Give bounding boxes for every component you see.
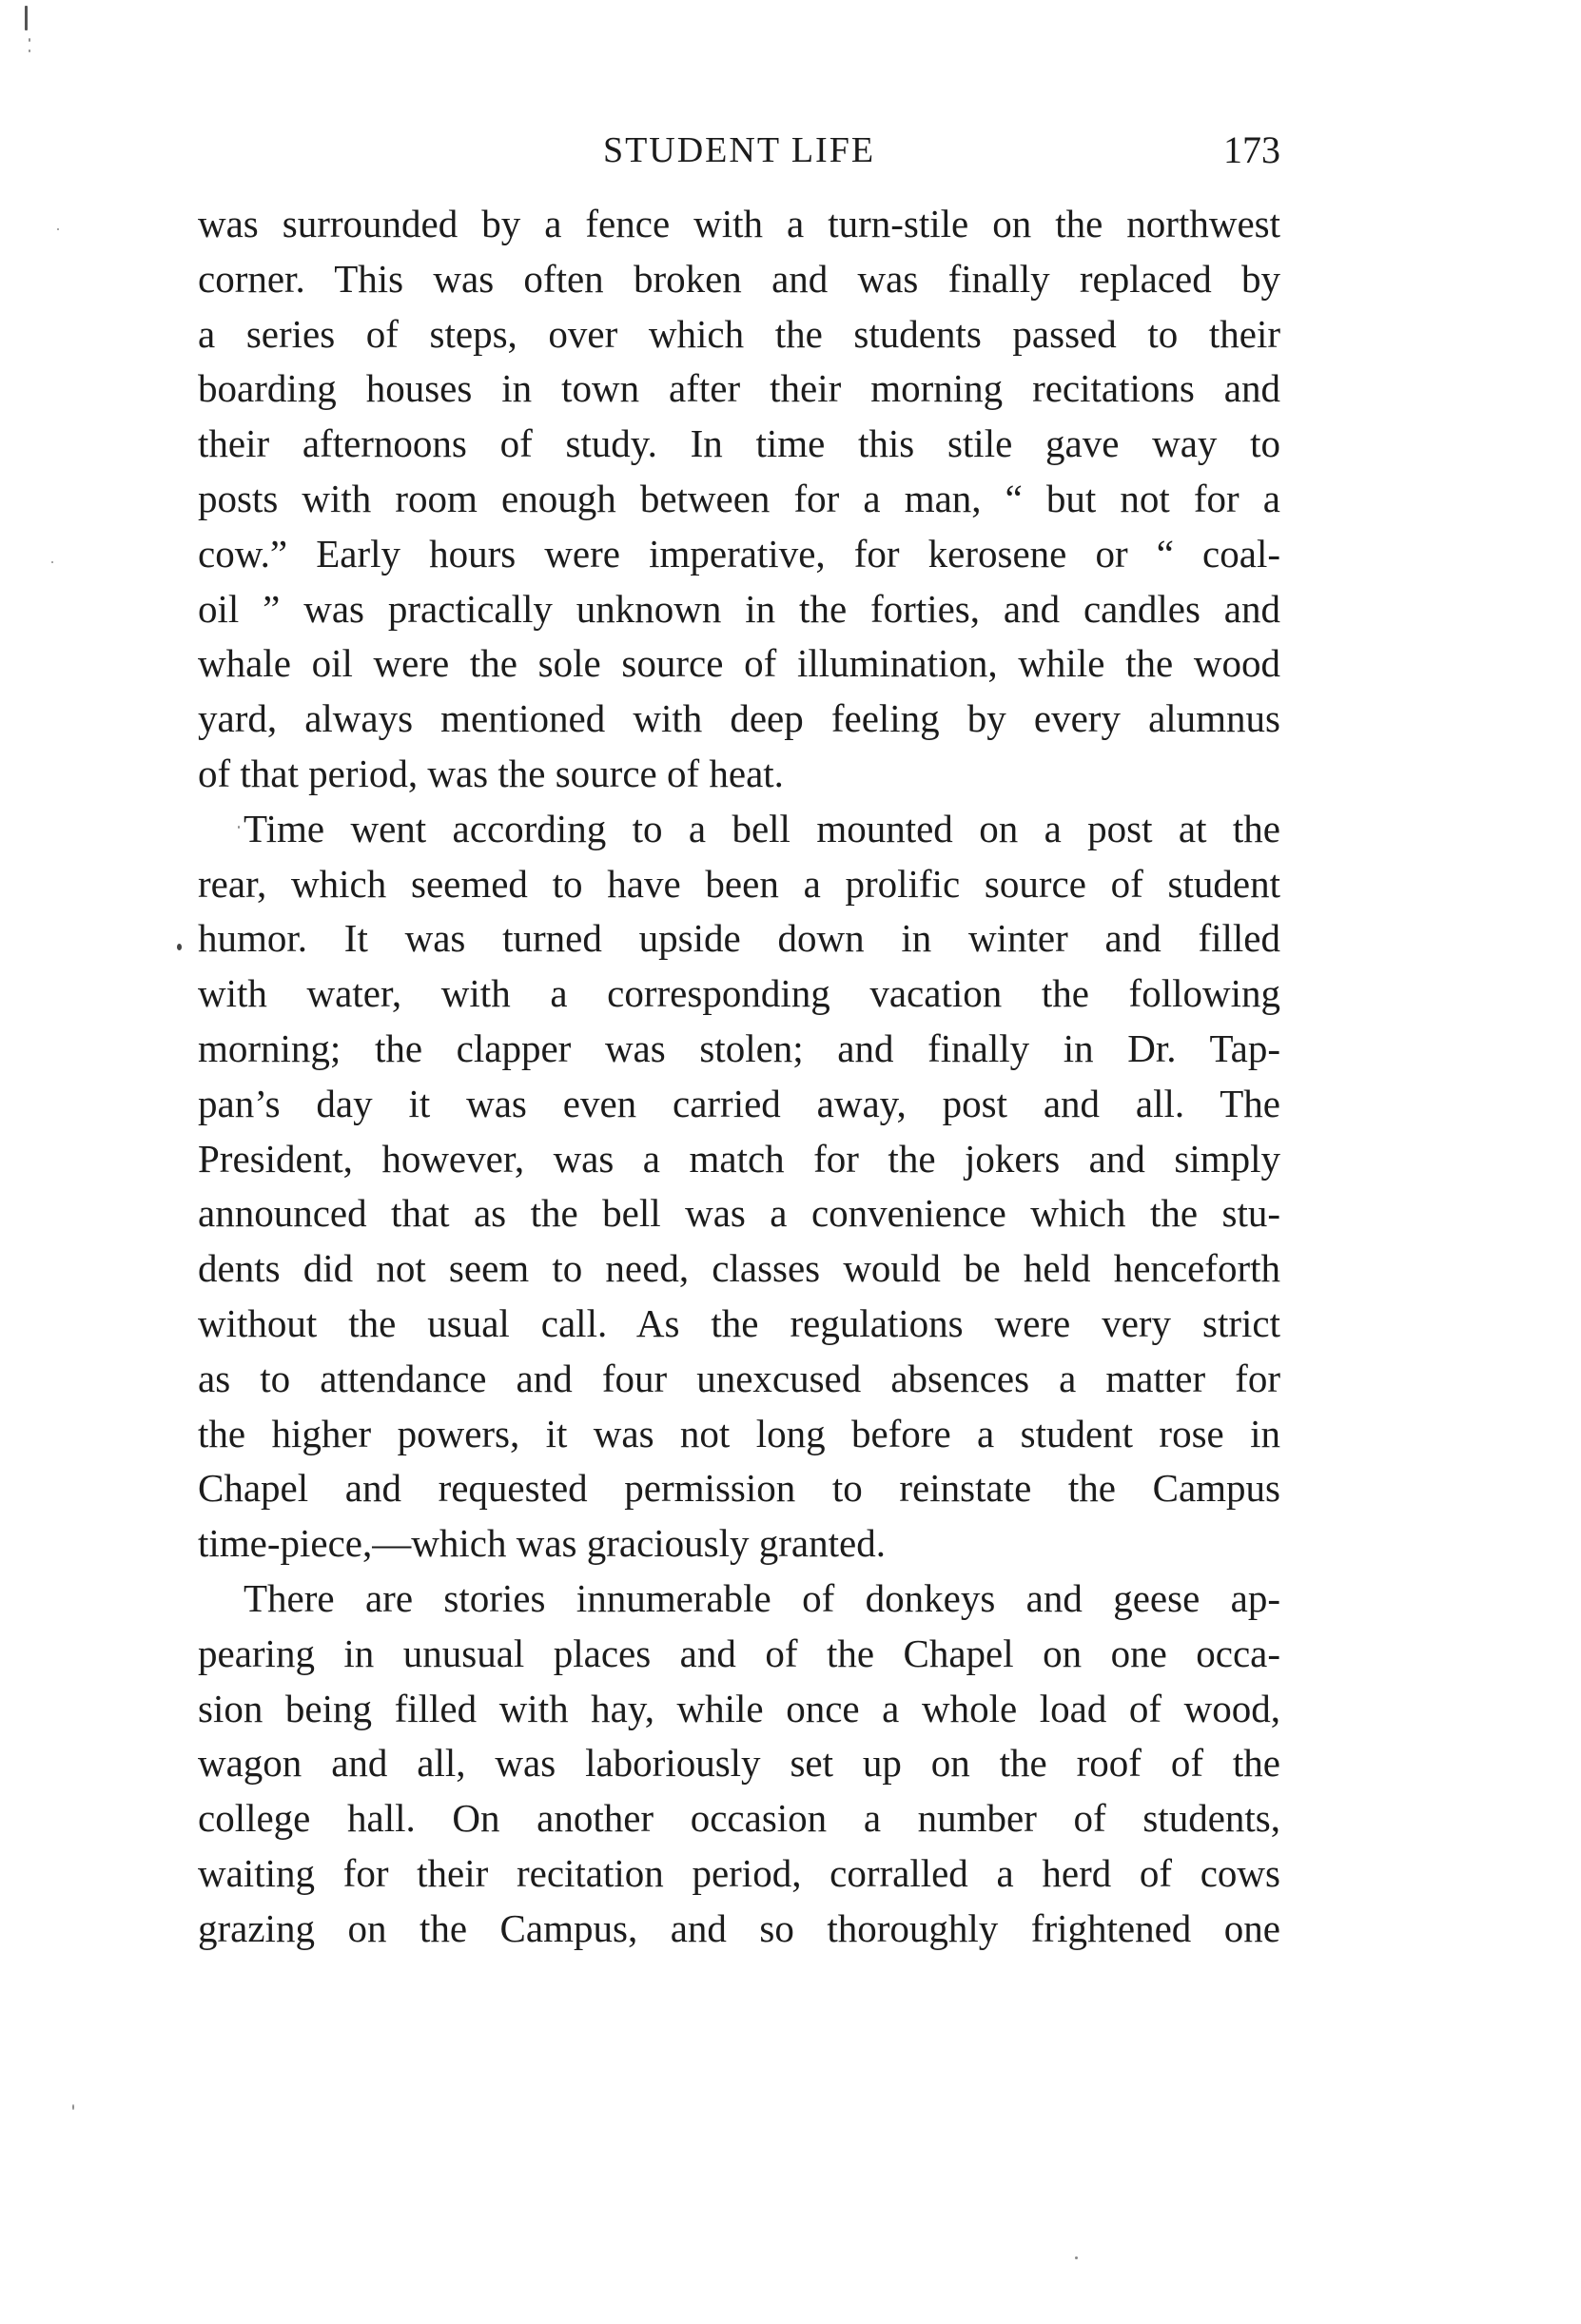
text-line: waiting for their recitation period, corralled a herd of cows	[198, 1850, 1280, 1895]
text-line: grazing on the Campus, and so thoroughly frightened one	[198, 1905, 1280, 1950]
paragraph-1	[198, 197, 1280, 802]
text-line: college hall. On another occasion a number of students,	[198, 1796, 1280, 1841]
text-line: sion being filled with hay, while once a whole load of wood,	[198, 1686, 1280, 1730]
text-line: boarding houses in town after their morning recitations and	[198, 366, 1280, 411]
scan-speck	[29, 49, 30, 52]
scan-speck	[51, 561, 53, 563]
scan-speck	[29, 38, 30, 42]
text-line: of that period, was the source of heat.	[198, 751, 784, 795]
paragraph-2	[198, 802, 1280, 1572]
text-line: humor. It was turned upside down in winter and filled	[198, 916, 1280, 961]
text-line: time-piece,—which was graciously granted.	[198, 1521, 886, 1566]
scan-speck	[72, 2104, 74, 2110]
text-line: dents did not seem to need, classes would be held henceforth	[198, 1246, 1280, 1291]
paragraph-3	[198, 1572, 1280, 1957]
text-line: Time went according to a bell mounted on a post at the	[244, 806, 1280, 850]
running-head: STUDENT LIFE	[602, 130, 876, 170]
text-line: whale oil were the sole source of illumination, while the wood	[198, 641, 1280, 686]
text-line: Chapel and requested permission to reinstate the Campus	[198, 1466, 1280, 1511]
text-line: corner. This was often broken and was finally replaced by	[198, 256, 1280, 301]
body-text	[198, 197, 1280, 1957]
text-line: President, however, was a match for the jokers and simply	[198, 1136, 1280, 1181]
text-line: There are stories innumerable of donkeys and geese ap-	[244, 1575, 1280, 1620]
text-line: yard, always mentioned with deep feeling by every alumnus	[198, 696, 1280, 741]
scan-speck	[177, 944, 182, 950]
text-line: a series of steps, over which the students passed to their	[198, 311, 1280, 356]
text-line: the higher powers, it was not long before a student rose in	[198, 1411, 1280, 1455]
scan-speck	[25, 6, 28, 30]
text-line: wagon and all, was laboriously set up on the roof of the	[198, 1741, 1280, 1786]
page-header	[198, 122, 1280, 179]
text-line: as to attendance and four unexcused absences a matter for	[198, 1356, 1280, 1400]
text-line: pan’s day it was even carried away, post and all. The	[198, 1081, 1280, 1125]
text-line: pearing in unusual places and of the Chapel on one occa-	[198, 1631, 1280, 1675]
scan-speck	[57, 228, 59, 230]
text-line: was surrounded by a fence with a turn-stile on the northwest	[198, 202, 1280, 245]
text-line: announced that as the bell was a convenience which the stu-	[198, 1191, 1280, 1236]
text-line: cow.” Early hours were imperative, for kerosene or “ coal-	[198, 531, 1280, 576]
text-line: oil ” was practically unknown in the forties, and candles and	[198, 586, 1280, 631]
text-line: without the usual call. As the regulations were very strict	[198, 1300, 1280, 1345]
scan-speck	[238, 826, 240, 829]
text-line: rear, which seemed to have been a prolific source of student	[198, 861, 1280, 906]
text-line: their afternoons of study. In time this stile gave way to	[198, 421, 1280, 466]
text-line: with water, with a corresponding vacation the following	[198, 971, 1280, 1016]
text-line: posts with room enough between for a man, “ but not for a	[198, 476, 1280, 520]
scan-speck	[1075, 2256, 1078, 2259]
text-line: morning; the clapper was stolen; and finally in Dr. Tap-	[198, 1025, 1280, 1070]
page-number: 173	[1223, 128, 1280, 171]
